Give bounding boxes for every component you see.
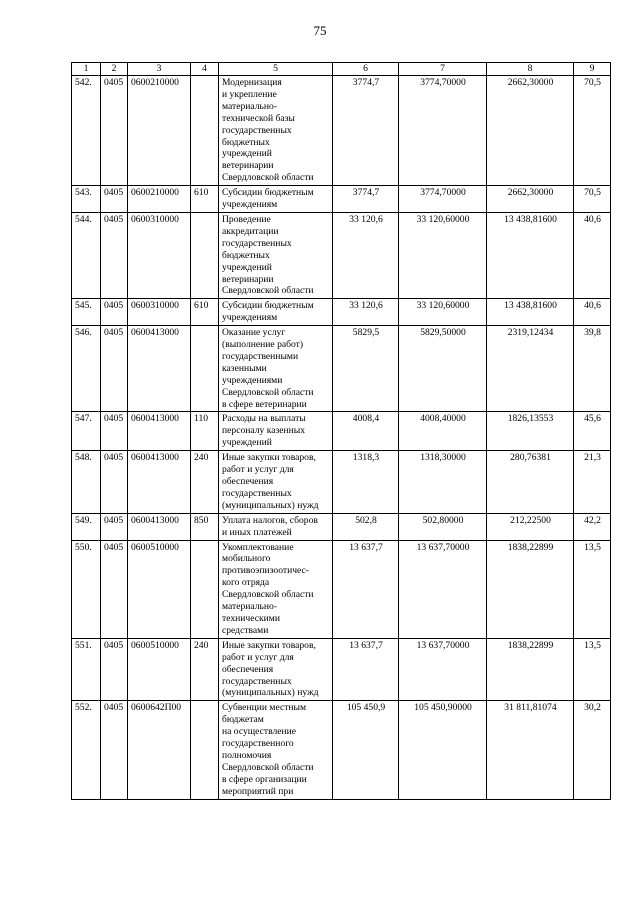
value-col-6: 13 637,7	[333, 540, 399, 638]
value-col-9: 13,5	[574, 638, 611, 701]
target-article-code: 0600310000	[128, 299, 191, 326]
row-description: Уплата налогов, сборов и иных платежей	[219, 513, 333, 540]
row-description: Иные закупки товаров, работ и услуг для обеспечения государственных (муниципальных) нужд	[219, 638, 333, 701]
value-col-8: 1838,22899	[487, 638, 574, 701]
section-code: 0405	[101, 412, 128, 451]
value-col-6: 502,8	[333, 513, 399, 540]
row-description: Субвенции местным бюджетам на осуществление государственного полномочия Свердловской области в сфере организации мероприятий при	[219, 701, 333, 799]
section-code: 0405	[101, 451, 128, 514]
value-col-8: 31 811,81074	[487, 701, 574, 799]
value-col-7: 33 120,60000	[399, 299, 487, 326]
target-article-code: 0600210000	[128, 186, 191, 213]
table-row	[72, 701, 611, 799]
value-col-6: 33 120,6	[333, 212, 399, 298]
expense-type-code: 110	[191, 412, 219, 451]
column-header-2: 2	[101, 63, 128, 76]
table-row	[72, 299, 611, 326]
value-col-9: 21,3	[574, 451, 611, 514]
value-col-9: 13,5	[574, 540, 611, 638]
value-col-8: 13 438,81600	[487, 212, 574, 298]
value-col-9: 39,8	[574, 326, 611, 412]
expense-type-code	[191, 212, 219, 298]
target-article-code: 0600413000	[128, 412, 191, 451]
column-header-9: 9	[574, 63, 611, 76]
column-header-8: 8	[487, 63, 574, 76]
row-number: 543.	[72, 186, 101, 213]
table-row	[72, 638, 611, 701]
section-code: 0405	[101, 326, 128, 412]
value-col-7: 5829,50000	[399, 326, 487, 412]
page-number: 75	[313, 23, 327, 38]
target-article-code: 0600413000	[128, 451, 191, 514]
target-article-code: 0600510000	[128, 540, 191, 638]
table-row	[72, 451, 611, 514]
column-header-7: 7	[399, 63, 487, 76]
section-code: 0405	[101, 540, 128, 638]
value-col-7: 13 637,70000	[399, 638, 487, 701]
expense-type-code: 610	[191, 186, 219, 213]
value-col-6: 5829,5	[333, 326, 399, 412]
column-header-5: 5	[219, 63, 333, 76]
target-article-code: 0600413000	[128, 326, 191, 412]
table-row	[72, 186, 611, 213]
target-article-code: 0600642П00	[128, 701, 191, 799]
row-description: Субсидии бюджетным учреждениям	[219, 186, 333, 213]
section-code: 0405	[101, 186, 128, 213]
value-col-8: 1838,22899	[487, 540, 574, 638]
row-description: Проведение аккредитации государственных бюджетных учреждений ветеринарии Свердловской области	[219, 212, 333, 298]
value-col-7: 1318,30000	[399, 451, 487, 514]
row-number: 552.	[72, 701, 101, 799]
column-header-3: 3	[128, 63, 191, 76]
row-number: 547.	[72, 412, 101, 451]
table-row	[72, 513, 611, 540]
row-description: Модернизация и укрепление материально- технической базы государственных бюджетных учреждений ветеринарии Свердловской области	[219, 76, 333, 186]
table-row	[72, 412, 611, 451]
row-description: Субсидии бюджетным учреждениям	[219, 299, 333, 326]
value-col-9: 40,6	[574, 212, 611, 298]
row-number: 548.	[72, 451, 101, 514]
value-col-6: 1318,3	[333, 451, 399, 514]
value-col-6: 33 120,6	[333, 299, 399, 326]
expense-type-code: 240	[191, 638, 219, 701]
budget-table	[71, 62, 611, 800]
section-code: 0405	[101, 638, 128, 701]
expense-type-code: 610	[191, 299, 219, 326]
target-article-code: 0600510000	[128, 638, 191, 701]
table-row	[72, 326, 611, 412]
row-number: 551.	[72, 638, 101, 701]
table-row	[72, 540, 611, 638]
target-article-code: 0600413000	[128, 513, 191, 540]
expense-type-code	[191, 701, 219, 799]
value-col-9: 30,2	[574, 701, 611, 799]
value-col-8: 13 438,81600	[487, 299, 574, 326]
value-col-6: 105 450,9	[333, 701, 399, 799]
value-col-6: 4008,4	[333, 412, 399, 451]
value-col-9: 70,5	[574, 186, 611, 213]
row-number: 546.	[72, 326, 101, 412]
row-number: 549.	[72, 513, 101, 540]
expense-type-code	[191, 540, 219, 638]
column-header-1: 1	[72, 63, 101, 76]
row-number: 544.	[72, 212, 101, 298]
header-row	[72, 63, 611, 76]
row-number: 545.	[72, 299, 101, 326]
section-code: 0405	[101, 76, 128, 186]
value-col-7: 33 120,60000	[399, 212, 487, 298]
section-code: 0405	[101, 299, 128, 326]
table-row	[72, 212, 611, 298]
row-description: Иные закупки товаров, работ и услуг для обеспечения государственных (муниципальных) нужд	[219, 451, 333, 514]
column-header-6: 6	[333, 63, 399, 76]
row-description: Расходы на выплаты персоналу казенных учреждений	[219, 412, 333, 451]
value-col-7: 105 450,90000	[399, 701, 487, 799]
row-number: 542.	[72, 76, 101, 186]
value-col-7: 4008,40000	[399, 412, 487, 451]
value-col-8: 280,76381	[487, 451, 574, 514]
section-code: 0405	[101, 701, 128, 799]
expense-type-code: 850	[191, 513, 219, 540]
value-col-8: 1826,13553	[487, 412, 574, 451]
row-description: Укомплектование мобильного противоэпизоотичес- кого отряда Свердловской области материально- техническими средствами	[219, 540, 333, 638]
value-col-9: 70,5	[574, 76, 611, 186]
value-col-6: 3774,7	[333, 76, 399, 186]
expense-type-code	[191, 76, 219, 186]
value-col-8: 212,22500	[487, 513, 574, 540]
value-col-7: 3774,70000	[399, 76, 487, 186]
value-col-7: 502,80000	[399, 513, 487, 540]
row-description: Оказание услуг (выполнение работ) государственными казенными учреждениями Свердловской области в сфере ветеринарии	[219, 326, 333, 412]
column-header-4: 4	[191, 63, 219, 76]
table-row	[72, 76, 611, 186]
target-article-code: 0600210000	[128, 76, 191, 186]
value-col-7: 3774,70000	[399, 186, 487, 213]
value-col-7: 13 637,70000	[399, 540, 487, 638]
value-col-9: 45,6	[574, 412, 611, 451]
value-col-8: 2662,30000	[487, 76, 574, 186]
expense-type-code: 240	[191, 451, 219, 514]
value-col-9: 42,2	[574, 513, 611, 540]
row-number: 550.	[72, 540, 101, 638]
section-code: 0405	[101, 513, 128, 540]
value-col-8: 2662,30000	[487, 186, 574, 213]
expense-type-code	[191, 326, 219, 412]
section-code: 0405	[101, 212, 128, 298]
value-col-9: 40,6	[574, 299, 611, 326]
value-col-8: 2319,12434	[487, 326, 574, 412]
value-col-6: 3774,7	[333, 186, 399, 213]
value-col-6: 13 637,7	[333, 638, 399, 701]
target-article-code: 0600310000	[128, 212, 191, 298]
